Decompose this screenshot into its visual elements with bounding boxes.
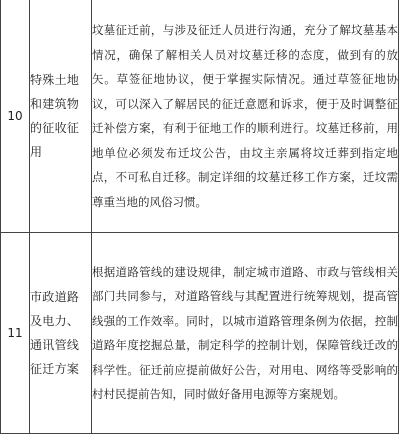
- row-number-text: 11: [7, 326, 23, 340]
- row-content: [92, 0, 399, 233]
- row-content-text: 根据道路管线的建设规律，制定城市道路、市政与管线相关部门共同参与，对道路管线与其配置进行统筹规划，提高管线强的工作效率。同时，以城市道路管理条例为依据，控制道路年度挖掘总量，制定科学的控制计划，保障管线迁改的科学性。征迁前应提前做好公告，对用电、网络等受影响的村村民提前告知，同时做好备用电源等方案规划。: [92, 264, 398, 401]
- row-number-text: 10: [7, 109, 23, 123]
- table-row: [1, 0, 399, 233]
- row-content: [92, 233, 399, 434]
- row-title-text: 市政道路及电力、通讯管线征迁方案: [30, 290, 80, 376]
- row-title: [30, 233, 92, 434]
- row-number: [1, 233, 30, 434]
- row-content-text: 坟墓征迁前，与涉及征迁人员进行沟通，充分了解坟墓基本情况，确保了解相关人员对坟墓迁移的态度，做到有的放矢。草签征地协议，便于掌握实际情况。通过草签征地协议，可以深入了解居民的征迁意愿和诉求，便于及时调整征迁补偿方案，有利于征地工作的顺利进行。坟墓迁移前，用地单位必须发布迁坟公告，由坟主亲属将坟迁葬到指定地点，不可私自迁移。制定详细的坟墓迁移工作方案，迁坟需尊重当地的风俗习惯。: [92, 23, 398, 209]
- table-row: [1, 233, 399, 434]
- row-number: [1, 0, 30, 233]
- row-title-text: 特殊土地和建筑物的征收征用: [30, 73, 80, 159]
- row-title: [30, 0, 92, 233]
